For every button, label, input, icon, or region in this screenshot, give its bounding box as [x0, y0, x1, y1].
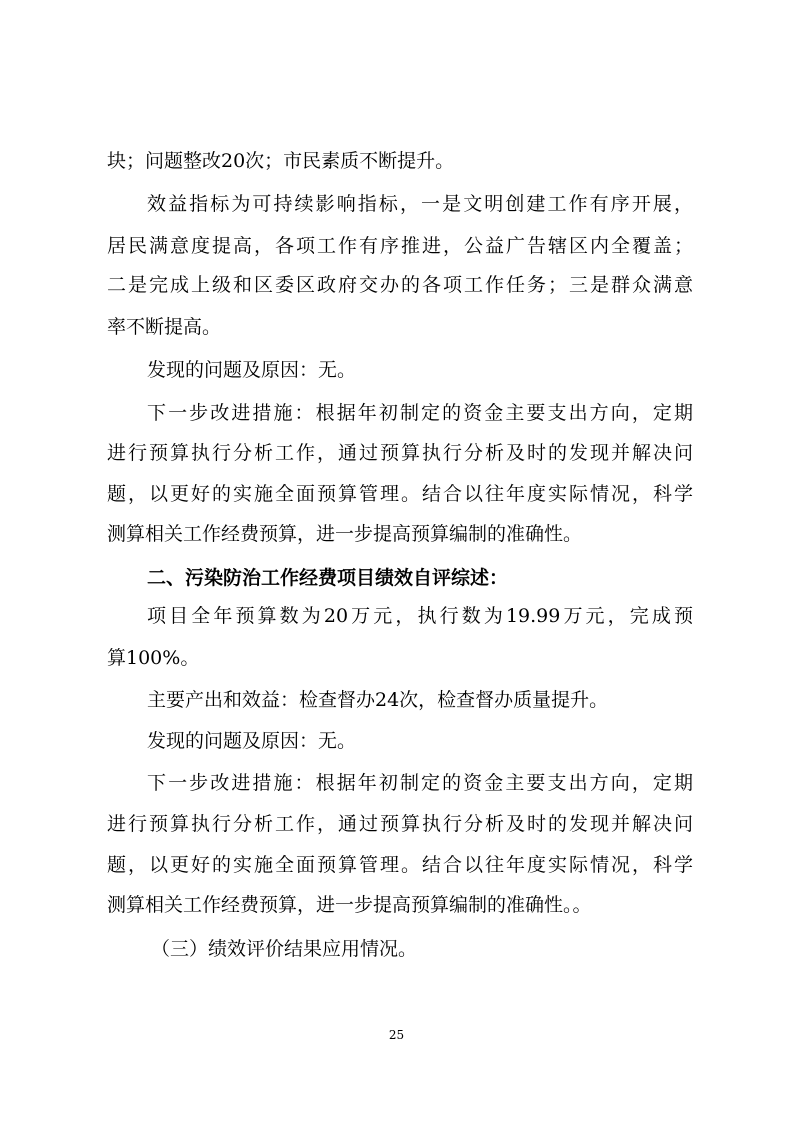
- paragraph-line: 测算相关工作经费预算，进一步提高预算编制的准确性。。: [107, 894, 592, 916]
- paragraph-line: 题，以更好的实施全面预算管理。结合以往年度实际情况，科学: [107, 854, 693, 876]
- page-number: 25: [388, 1028, 405, 1042]
- paragraph-line: 发现的问题及原因：无。: [147, 730, 357, 752]
- paragraph-line: 下一步改进措施：根据年初制定的资金主要支出方向，定期: [147, 772, 693, 794]
- paragraph-line: 题，以更好的实施全面预算管理。结合以往年度实际情况，科学: [107, 483, 693, 505]
- paragraph-line: 效益指标为可持续影响指标，一是文明创建工作有序开展，: [147, 193, 693, 215]
- section-heading: （三）绩效评价结果应用情况。: [151, 938, 418, 960]
- paragraph-line: 率不断提高。: [107, 316, 222, 338]
- paragraph-line: 主要产出和效益：检查督办24次，检查督办质量提升。: [147, 689, 609, 711]
- paragraph-line: 进行预算执行分析工作，通过预算执行分析及时的发现并解决问: [107, 813, 693, 835]
- section-heading: 二、污染防治工作经费项目绩效自评综述：: [147, 567, 509, 589]
- paragraph-line: 二是完成上级和区委区政府交办的各项工作任务；三是群众满意: [107, 274, 693, 296]
- paragraph-line: 进行预算执行分析工作，通过预算执行分析及时的发现并解决问: [107, 442, 693, 464]
- paragraph-line: 发现的问题及原因：无。: [147, 359, 357, 381]
- paragraph-line: 下一步改进措施：根据年初制定的资金主要支出方向，定期: [147, 402, 693, 424]
- paragraph-line: 测算相关工作经费预算，进一步提高预算编制的准确性。: [107, 523, 583, 545]
- paragraph-line: 项目全年预算数为20万元，执行数为19.99万元，完成预: [147, 605, 693, 627]
- paragraph-line: 算100%。: [107, 647, 200, 669]
- paragraph-line: 居民满意度提高，各项工作有序推进，公益广告辖区内全覆盖；: [107, 235, 693, 257]
- paragraph-line: 块；问题整改20次；市民素质不断提升。: [107, 150, 455, 172]
